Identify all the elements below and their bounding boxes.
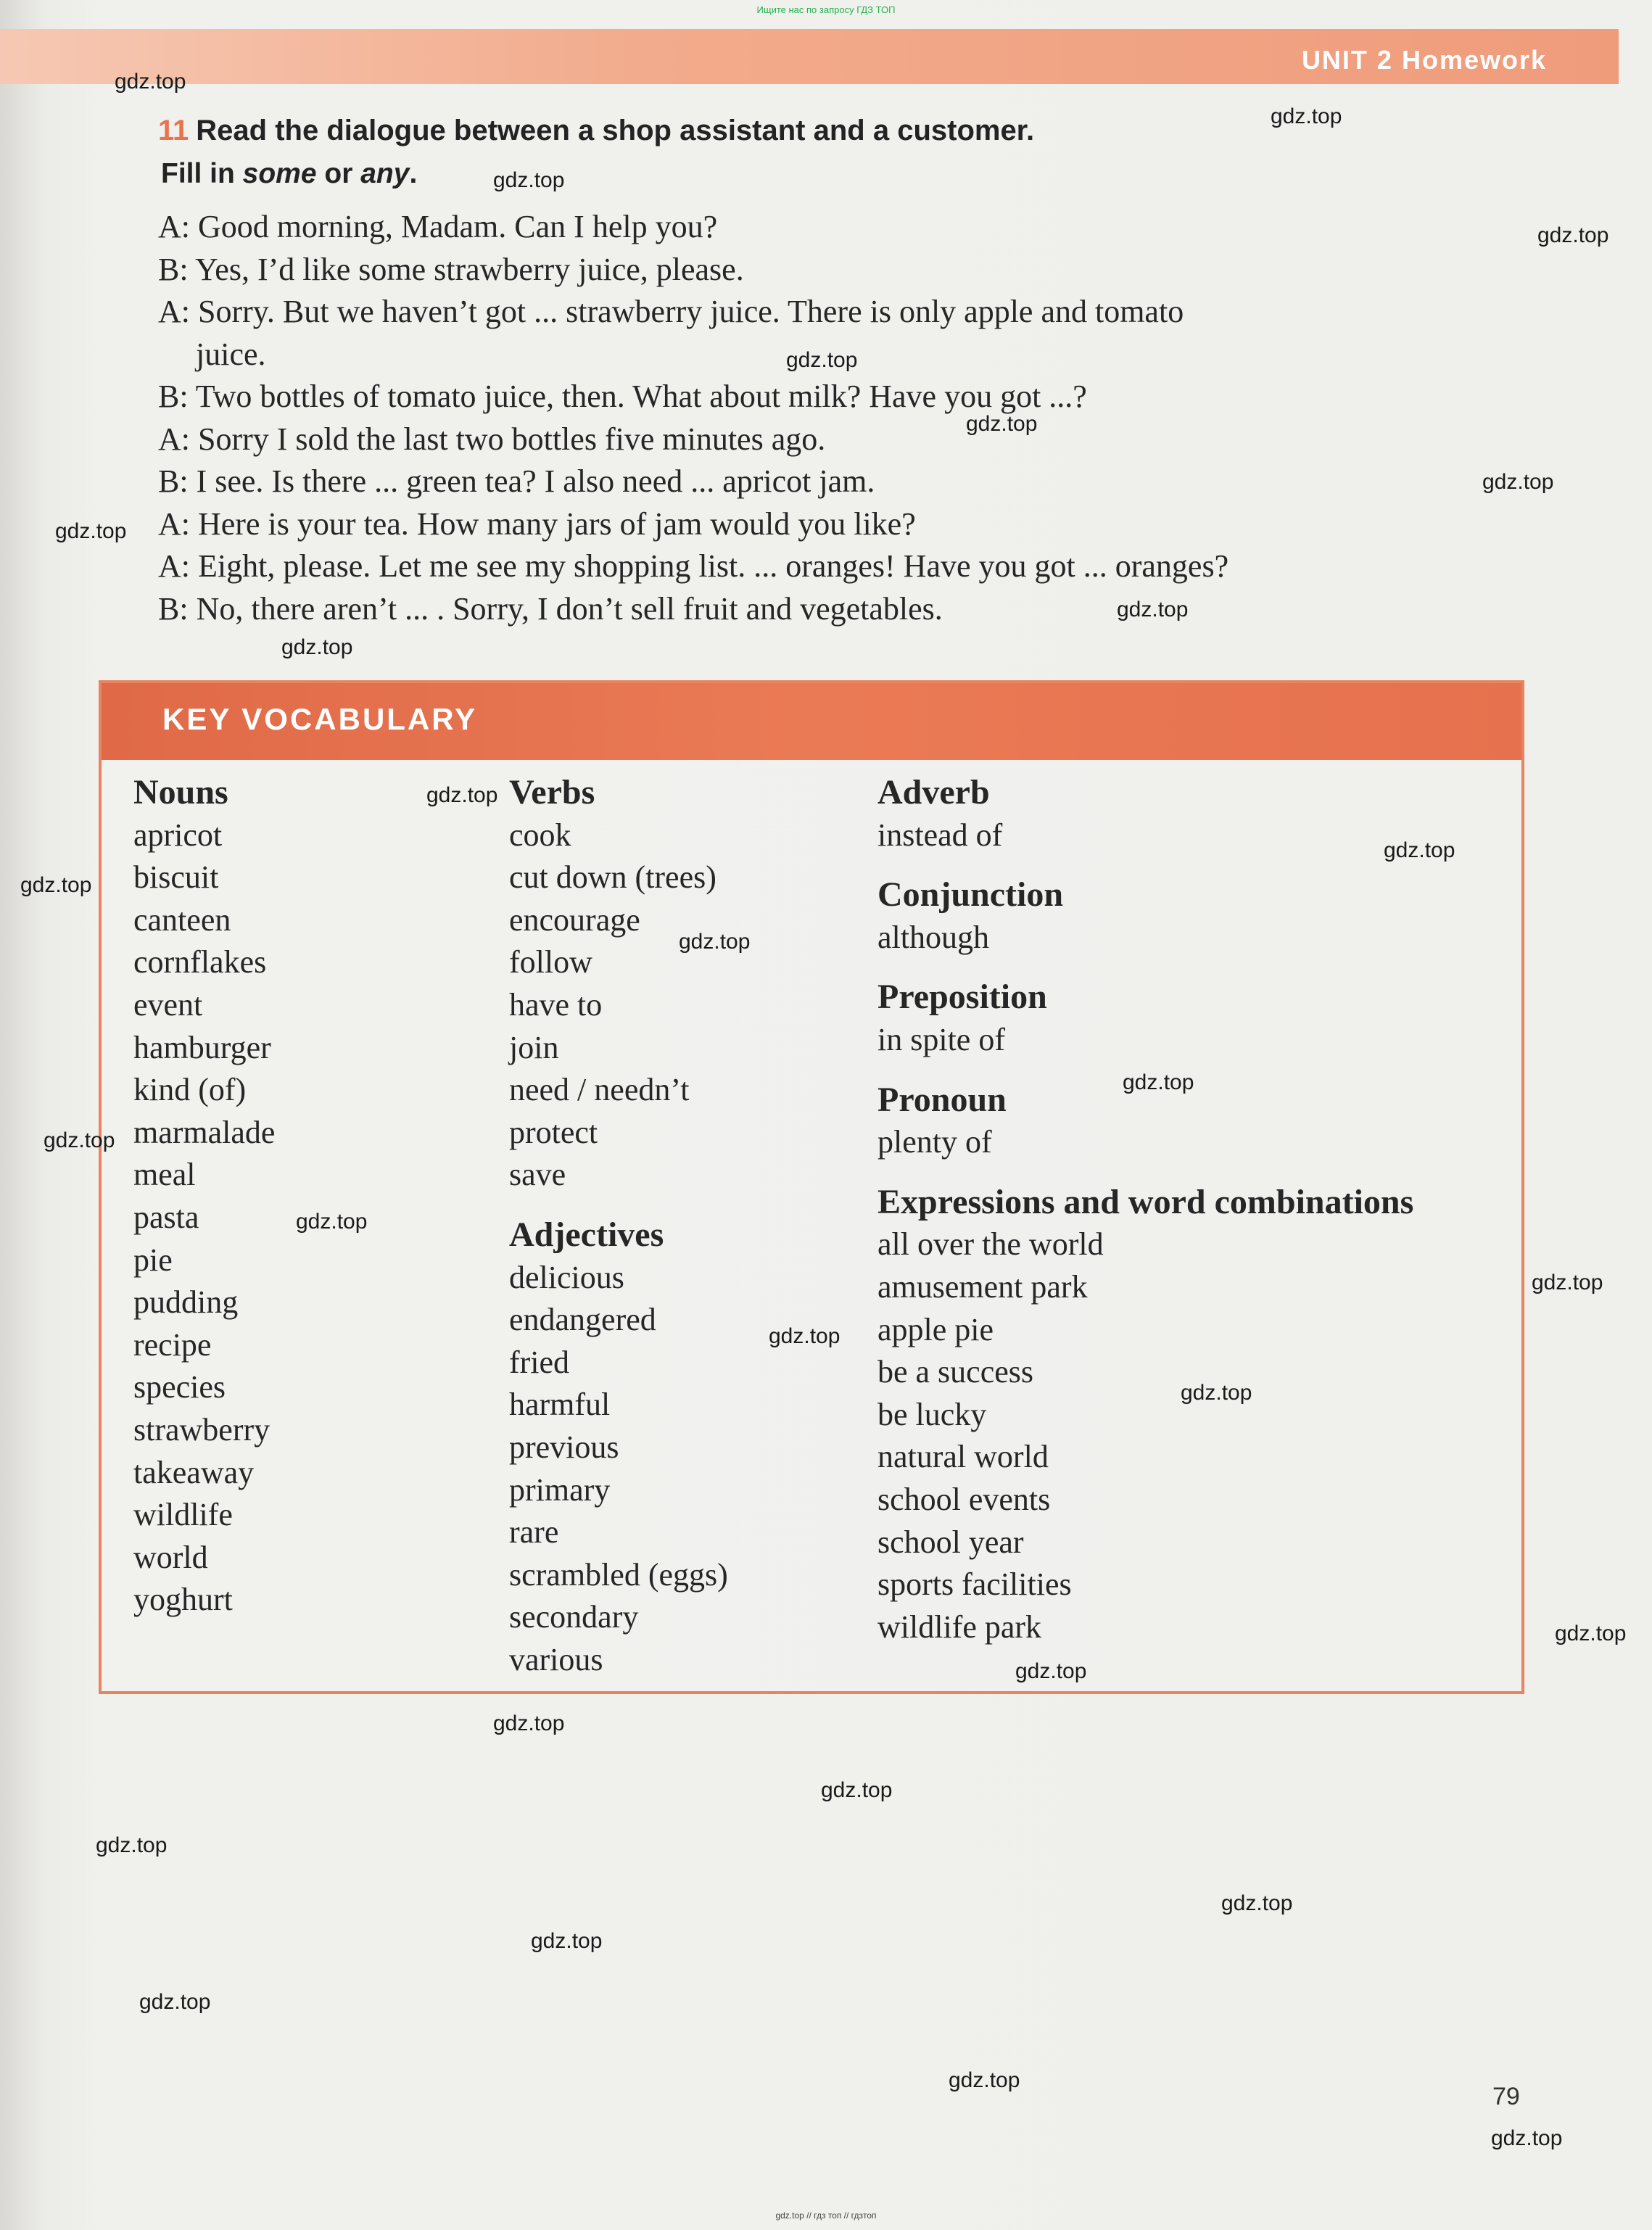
dialogue-line: A: Sorry I sold the last two bottles five minutes ago.	[158, 421, 826, 457]
vocab-item: various	[509, 1641, 603, 1677]
vocab-item: species	[133, 1369, 226, 1405]
adjectives-heading: Adjectives	[509, 1215, 664, 1254]
vocab-item: although	[877, 919, 989, 955]
nouns-heading: Nouns	[133, 773, 228, 812]
vocab-item: school events	[877, 1481, 1051, 1517]
vocab-item: endangered	[509, 1302, 656, 1338]
preposition-heading: Preposition	[877, 978, 1047, 1017]
watermark: gdz.top	[139, 1990, 211, 2014]
watermark: gdz.top	[966, 412, 1038, 436]
vocab-item: secondary	[509, 1599, 639, 1635]
watermark: gdz.top	[769, 1324, 841, 1348]
vocab-column-verbs-adjectives	[509, 772, 728, 1681]
vocab-item: fried	[509, 1344, 570, 1380]
task-subinstruction	[161, 158, 417, 190]
vocab-item: school year	[877, 1524, 1024, 1560]
watermark: gdz.top	[1555, 1622, 1627, 1645]
vocab-item: have to	[509, 986, 603, 1023]
dialogue	[158, 206, 1434, 630]
adjectives-list	[509, 1257, 728, 1682]
conjunction-list	[877, 917, 1413, 959]
vocab-item: primary	[509, 1471, 611, 1508]
vocab-item: scrambled (eggs)	[509, 1556, 728, 1593]
vocab-item: follow	[509, 944, 592, 980]
expressions-heading: Expressions and word combinations	[877, 1182, 1414, 1221]
preposition-list	[877, 1019, 1413, 1062]
top-note: Ищите нас по запросу ГДЗ ТОП	[756, 4, 896, 15]
vocab-item: need / needn’t	[509, 1072, 690, 1108]
vocab-item: join	[509, 1029, 559, 1065]
unit-title: UNIT 2 Homework	[1301, 45, 1547, 75]
key-vocabulary-title: KEY VOCABULARY	[162, 702, 478, 736]
watermark: gdz.top	[1537, 223, 1609, 247]
watermark: gdz.top	[679, 930, 751, 954]
vocab-item: strawberry	[133, 1411, 270, 1448]
vocab-item: world	[133, 1539, 208, 1575]
vocab-item: be a success	[877, 1354, 1034, 1390]
watermark: gdz.top	[44, 1128, 115, 1152]
vocab-item: biscuit	[133, 859, 219, 896]
vocab-item: be lucky	[877, 1396, 987, 1432]
watermark: gdz.top	[115, 70, 186, 94]
watermark: gdz.top	[55, 519, 127, 543]
watermark: gdz.top	[426, 783, 498, 807]
vocab-item: recipe	[133, 1326, 212, 1363]
dialogue-line: A: Sorry. But we haven’t got ... strawberry juice. There is only apple and tomato	[158, 294, 1184, 329]
watermark: gdz.top	[531, 1929, 603, 1953]
vocab-item: protect	[509, 1114, 598, 1150]
vocab-item: yoghurt	[133, 1582, 233, 1618]
dialogue-line: A: Here is your tea. How many jars of jam would you like?	[158, 505, 916, 542]
vocab-item: wildlife park	[877, 1609, 1042, 1645]
dialogue-line: B: Yes, I’d like some strawberry juice, please.	[158, 251, 744, 287]
adverb-heading: Adverb	[877, 773, 990, 812]
bottom-note: gdz.top // гдз топ // гдзтоп	[775, 2210, 877, 2221]
dialogue-line: juice.	[196, 336, 266, 372]
watermark: gdz.top	[1491, 2126, 1563, 2150]
verbs-heading: Verbs	[509, 773, 595, 812]
vocab-item: apple pie	[877, 1311, 994, 1347]
adverb-list	[877, 814, 1413, 857]
vocab-item: pie	[133, 1242, 173, 1278]
vocab-item: event	[133, 986, 203, 1023]
watermark: gdz.top	[296, 1210, 368, 1234]
vocab-item: plenty of	[877, 1124, 992, 1160]
sub-end: .	[409, 158, 418, 189]
vocab-item: takeaway	[133, 1454, 255, 1490]
sub-prefix: Fill in	[161, 158, 243, 189]
vocab-item: pasta	[133, 1199, 199, 1235]
sub-or: or	[316, 158, 361, 189]
watermark: gdz.top	[493, 1711, 565, 1735]
conjunction-heading: Conjunction	[877, 875, 1064, 914]
watermark: gdz.top	[281, 635, 353, 659]
task-instruction-text: Read the dialogue between a shop assistant and a customer.	[196, 115, 1035, 146]
vocab-item: wildlife	[133, 1497, 233, 1533]
dialogue-line: B: No, there aren’t ... . Sorry, I don’t sell fruit and vegetables.	[158, 590, 943, 627]
expressions-list	[877, 1223, 1413, 1648]
vocab-item: delicious	[509, 1259, 624, 1295]
vocab-item: meal	[133, 1157, 196, 1193]
watermark: gdz.top	[821, 1778, 893, 1802]
watermark: gdz.top	[1181, 1381, 1252, 1405]
vocab-item: in spite of	[877, 1021, 1005, 1057]
vocab-item: cook	[509, 817, 571, 853]
vocab-item: natural world	[877, 1439, 1049, 1475]
pronoun-list	[877, 1121, 1413, 1164]
word-some: some	[242, 158, 317, 189]
watermark: gdz.top	[1482, 470, 1554, 494]
vocab-column-nouns	[133, 772, 275, 1622]
vocab-item: harmful	[509, 1387, 611, 1423]
vocab-item: previous	[509, 1429, 619, 1465]
vocab-item: kind (of)	[133, 1072, 247, 1108]
watermark: gdz.top	[1532, 1271, 1603, 1294]
task-instruction	[158, 115, 1034, 147]
dialogue-line: B: I see. Is there ... green tea? I also need ... apricot jam.	[158, 463, 875, 499]
dialogue-line: A: Eight, please. Let me see my shopping list. ... oranges! Have you got ... oranges?	[158, 548, 1229, 584]
vocab-item: instead of	[877, 817, 1003, 853]
vocab-item: marmalade	[133, 1114, 276, 1150]
watermark: gdz.top	[949, 2068, 1020, 2092]
vocab-item: rare	[509, 1514, 559, 1550]
vocab-item: apricot	[133, 817, 223, 853]
watermark: gdz.top	[1015, 1659, 1087, 1683]
watermark: gdz.top	[1123, 1070, 1194, 1094]
key-vocabulary-header	[102, 683, 1521, 760]
word-any: any	[360, 158, 410, 189]
pronoun-heading: Pronoun	[877, 1080, 1007, 1119]
vocab-item: amusement park	[877, 1268, 1088, 1305]
dialogue-line: A: Good morning, Madam. Can I help you?	[158, 209, 718, 244]
vocab-item: all over the world	[877, 1226, 1104, 1263]
watermark: gdz.top	[1384, 838, 1455, 862]
vocab-column-other	[877, 772, 1413, 1648]
watermark: gdz.top	[1221, 1891, 1293, 1915]
task-number: 11	[158, 115, 189, 146]
vocab-item: sports facilities	[877, 1566, 1072, 1603]
watermark: gdz.top	[96, 1833, 168, 1857]
watermark: gdz.top	[786, 348, 858, 372]
vocab-item: pudding	[133, 1284, 239, 1321]
dialogue-line: B: Two bottles of tomato juice, then. What about milk? Have you got ...?	[158, 379, 1087, 414]
nouns-list	[133, 814, 275, 1622]
watermark: gdz.top	[493, 168, 565, 192]
vocab-item: cut down (trees)	[509, 859, 716, 896]
vocab-item: hamburger	[133, 1029, 271, 1065]
watermark: gdz.top	[1117, 598, 1189, 621]
verbs-list	[509, 814, 728, 1197]
watermark: gdz.top	[1271, 104, 1342, 128]
vocab-item: canteen	[133, 901, 231, 938]
vocab-item: cornflakes	[133, 944, 267, 980]
watermark: gdz.top	[20, 873, 92, 897]
vocab-item: save	[509, 1157, 566, 1193]
page-number: 79	[1492, 2083, 1520, 2110]
vocab-item: encourage	[509, 901, 640, 938]
